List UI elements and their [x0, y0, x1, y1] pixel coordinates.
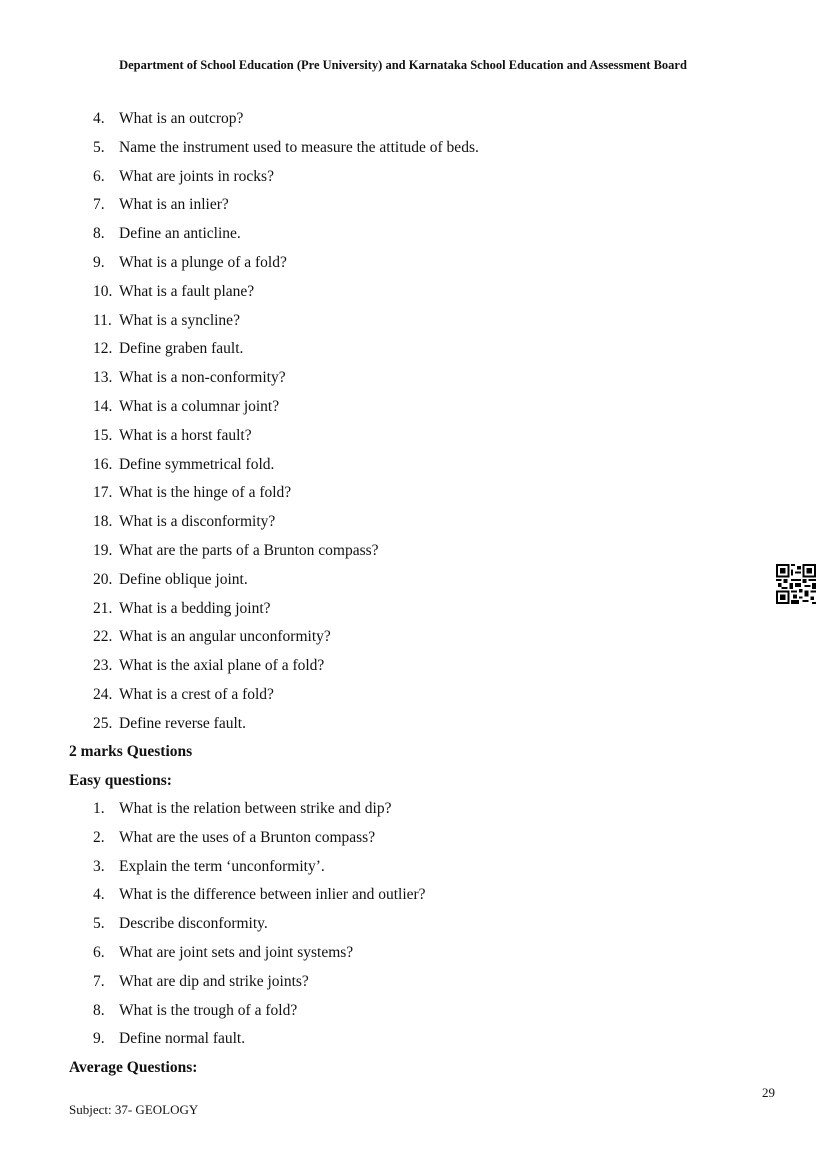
question-item	[93, 799, 426, 828]
page-header: Department of School Education (Pre University) and Karnataka School Education and Assessment Board	[119, 58, 687, 72]
question-number: 11.	[93, 311, 112, 329]
question-text: What are joints in rocks?	[119, 167, 274, 185]
question-item	[93, 167, 479, 196]
question-number: 8.	[93, 225, 105, 243]
question-item	[93, 224, 479, 253]
question-number: 9.	[93, 1030, 105, 1048]
question-number: 8.	[93, 1001, 105, 1019]
question-number: 7.	[93, 196, 105, 214]
question-text: What are the parts of a Brunton compass?	[119, 541, 379, 559]
question-text: What is a plunge of a fold?	[119, 253, 287, 271]
question-item	[93, 885, 426, 914]
question-text: What is the relation between strike and dip?	[119, 800, 392, 817]
question-text: What is a non-conformity?	[119, 369, 286, 387]
question-item	[93, 339, 479, 368]
question-item	[93, 426, 479, 455]
question-number: 16.	[93, 455, 113, 473]
question-number: 22.	[93, 628, 113, 646]
question-number: 19.	[93, 541, 113, 559]
question-text: What is a columnar joint?	[119, 397, 280, 415]
question-text: What is the difference between inlier and outlier?	[119, 886, 426, 904]
question-text: Define normal fault.	[119, 1030, 246, 1048]
question-item	[93, 1029, 426, 1058]
question-item	[93, 109, 479, 138]
section-heading-average: Average Questions:	[69, 1059, 198, 1076]
page-number: 29	[762, 1085, 775, 1100]
question-text: What is the axial plane of a fold?	[119, 657, 325, 675]
question-item	[93, 368, 479, 397]
question-text: What is a disconformity?	[119, 513, 276, 531]
question-item	[93, 138, 479, 167]
question-item	[93, 455, 479, 484]
question-number: 3.	[93, 857, 105, 875]
question-text: What is an inlier?	[119, 196, 229, 214]
question-number: 1.	[93, 800, 105, 817]
question-text: Define graben fault.	[119, 340, 244, 358]
question-item	[93, 311, 479, 340]
question-number: 13.	[93, 369, 113, 387]
question-number: 21.	[93, 599, 113, 617]
question-item	[93, 914, 426, 943]
question-item	[93, 570, 479, 599]
question-text: What are joint sets and joint systems?	[119, 943, 354, 961]
section-heading-two-marks: 2 marks Questions	[69, 743, 193, 760]
question-item	[93, 483, 479, 512]
question-item	[93, 599, 479, 628]
question-number: 23.	[93, 657, 113, 675]
question-item	[93, 253, 479, 282]
question-text: Describe disconformity.	[119, 915, 268, 933]
question-text: What is a syncline?	[119, 311, 240, 329]
question-number: 20.	[93, 570, 113, 588]
question-number: 25.	[93, 714, 113, 732]
question-text: What is a bedding joint?	[119, 599, 271, 617]
easy-question-list	[93, 799, 426, 1058]
question-number: 5.	[93, 915, 105, 933]
one-mark-question-list	[93, 109, 479, 743]
question-item	[93, 195, 479, 224]
question-number: 14.	[93, 397, 113, 415]
question-number: 5.	[93, 138, 105, 156]
question-text: Define reverse fault.	[119, 714, 246, 732]
question-item	[93, 397, 479, 426]
question-number: 4.	[93, 886, 105, 904]
question-item	[93, 1001, 426, 1030]
question-number: 10.	[93, 282, 113, 300]
question-item	[93, 627, 479, 656]
question-item	[93, 656, 479, 685]
question-number: 15.	[93, 426, 113, 444]
question-text: Define oblique joint.	[119, 570, 248, 588]
question-number: 18.	[93, 513, 113, 531]
question-item	[93, 541, 479, 570]
question-number: 2.	[93, 828, 105, 846]
question-item	[93, 512, 479, 541]
section-heading-easy: Easy questions:	[69, 772, 172, 789]
question-number: 6.	[93, 943, 105, 961]
question-number: 24.	[93, 685, 113, 703]
question-number: 4.	[93, 110, 105, 127]
question-number: 9.	[93, 253, 105, 271]
question-item	[93, 685, 479, 714]
question-text: What is the hinge of a fold?	[119, 484, 292, 502]
question-number: 7.	[93, 972, 105, 990]
question-text: Name the instrument used to measure the attitude of beds.	[119, 138, 479, 156]
question-item	[93, 282, 479, 311]
question-text: What is a horst fault?	[119, 426, 252, 444]
question-text: What is an outcrop?	[119, 110, 244, 127]
question-number: 6.	[93, 167, 105, 185]
question-item	[93, 972, 426, 1001]
question-text: Define an anticline.	[119, 225, 241, 243]
question-text: What is a crest of a fold?	[119, 685, 274, 703]
question-number: 17.	[93, 484, 113, 502]
question-item	[93, 943, 426, 972]
question-text: Explain the term ‘unconformity’.	[119, 857, 325, 875]
question-text: What are dip and strike joints?	[119, 972, 309, 990]
question-text: What is an angular unconformity?	[119, 628, 331, 646]
question-text: Define symmetrical fold.	[119, 455, 275, 473]
question-text: What is a fault plane?	[119, 282, 255, 300]
question-number: 12.	[93, 340, 113, 358]
question-item	[93, 857, 426, 886]
footer-subject: Subject: 37- GEOLOGY	[69, 1102, 199, 1117]
question-text: What are the uses of a Brunton compass?	[119, 828, 376, 846]
qr-code-icon[interactable]	[776, 564, 816, 604]
question-item	[93, 828, 426, 857]
question-item	[93, 714, 479, 743]
question-text: What is the trough of a fold?	[119, 1001, 298, 1019]
